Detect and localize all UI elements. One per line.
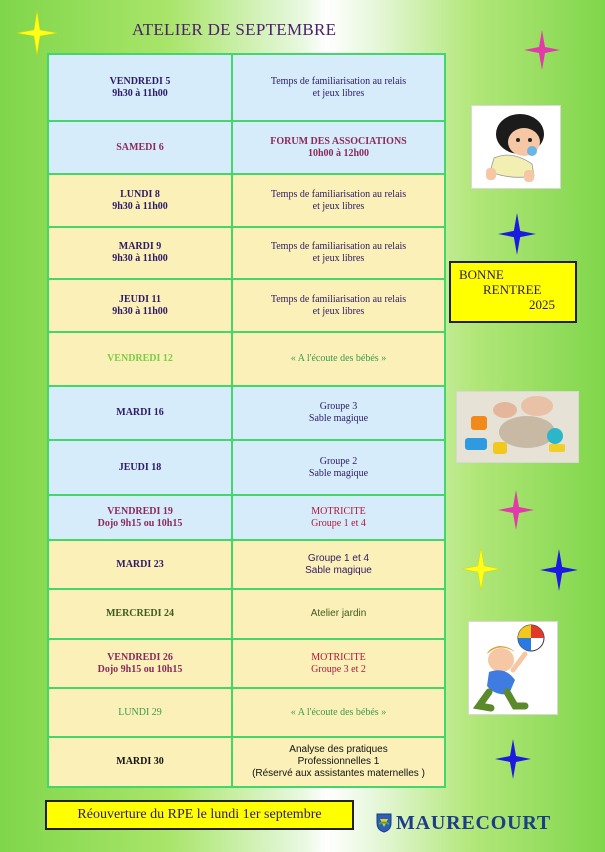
- activity-cell: MOTRICITE Groupe 3 et 2: [232, 639, 445, 688]
- table-row: [48, 589, 445, 639]
- activity-cell: Groupe 3 Sable magique: [232, 386, 445, 440]
- table-row: [48, 332, 445, 386]
- activity-cell: Groupe 1 et 4 Sable magique: [232, 540, 445, 589]
- activity-cell: Groupe 2 Sable magique: [232, 440, 445, 495]
- day-cell: MARDI 9 9h30 à 11h00: [48, 227, 232, 279]
- day-cell: SAMEDI 6: [48, 121, 232, 174]
- day-cell: LUNDI 29: [48, 688, 232, 737]
- sparkle-icon: [495, 738, 531, 780]
- activity-cell: Analyse des pratiques Professionnelles 1 (Réservé aux assistantes maternelles ): [232, 737, 445, 787]
- table-row: [48, 688, 445, 737]
- table-row: [48, 737, 445, 787]
- maurecourt-logo: MAURECOURT: [376, 812, 551, 834]
- activity-cell: Temps de familiarisation au relais et jeux libres: [232, 279, 445, 332]
- day-cell: MARDI 16: [48, 386, 232, 440]
- activity-cell: « A l'écoute des bébés »: [232, 688, 445, 737]
- table-row: [48, 495, 445, 540]
- page-title: ATELIER DE SEPTEMBRE: [132, 20, 337, 39]
- reopening-notice: Réouverture du RPE le lundi 1er septembre: [45, 800, 354, 830]
- day-cell: MARDI 23: [48, 540, 232, 589]
- day-cell: VENDREDI 19 Dojo 9h15 ou 10h15: [48, 495, 232, 540]
- activity-cell: FORUM DES ASSOCIATIONS 10h00 à 12h00: [232, 121, 445, 174]
- activity-cell: « A l'écoute des bébés »: [232, 332, 445, 386]
- day-cell: VENDREDI 12: [48, 332, 232, 386]
- table-row: [48, 174, 445, 227]
- activity-cell: Temps de familiarisation au relais et jeux libres: [232, 174, 445, 227]
- activity-cell: MOTRICITE Groupe 1 et 4: [232, 495, 445, 540]
- sparkle-icon: [498, 213, 536, 255]
- schedule-table: [47, 53, 446, 788]
- day-cell: VENDREDI 5 9h30 à 11h00: [48, 54, 232, 121]
- activity-cell: Temps de familiarisation au relais et jeux libres: [232, 227, 445, 279]
- table-row: [48, 540, 445, 589]
- sparkle-icon: [540, 549, 578, 591]
- sparkle-icon: [524, 30, 560, 70]
- table-row: [48, 386, 445, 440]
- day-cell: MERCREDI 24: [48, 589, 232, 639]
- boy-ball-image: [468, 621, 558, 715]
- day-cell: MARDI 30: [48, 737, 232, 787]
- activity-cell: Temps de familiarisation au relais et jeux libres: [232, 54, 445, 121]
- sparkle-icon: [462, 548, 500, 590]
- sparkle-icon: [17, 11, 57, 55]
- table-row: [48, 279, 445, 332]
- table-row: [48, 639, 445, 688]
- day-cell: LUNDI 8 9h30 à 11h00: [48, 174, 232, 227]
- table-row: [48, 227, 445, 279]
- sparkle-icon: [498, 490, 534, 530]
- activity-cell: Atelier jardin: [232, 589, 445, 639]
- day-cell: VENDREDI 26 Dojo 9h15 ou 10h15: [48, 639, 232, 688]
- town-crest-icon: [376, 813, 392, 833]
- crawling-baby-image: [471, 105, 561, 189]
- day-cell: JEUDI 11 9h30 à 11h00: [48, 279, 232, 332]
- back-to-school-note: BONNE RENTREE 2025: [449, 261, 577, 323]
- day-cell: JEUDI 18: [48, 440, 232, 495]
- table-row: [48, 54, 445, 121]
- table-row: [48, 440, 445, 495]
- magic-sand-photo: [456, 391, 579, 463]
- table-row: [48, 121, 445, 174]
